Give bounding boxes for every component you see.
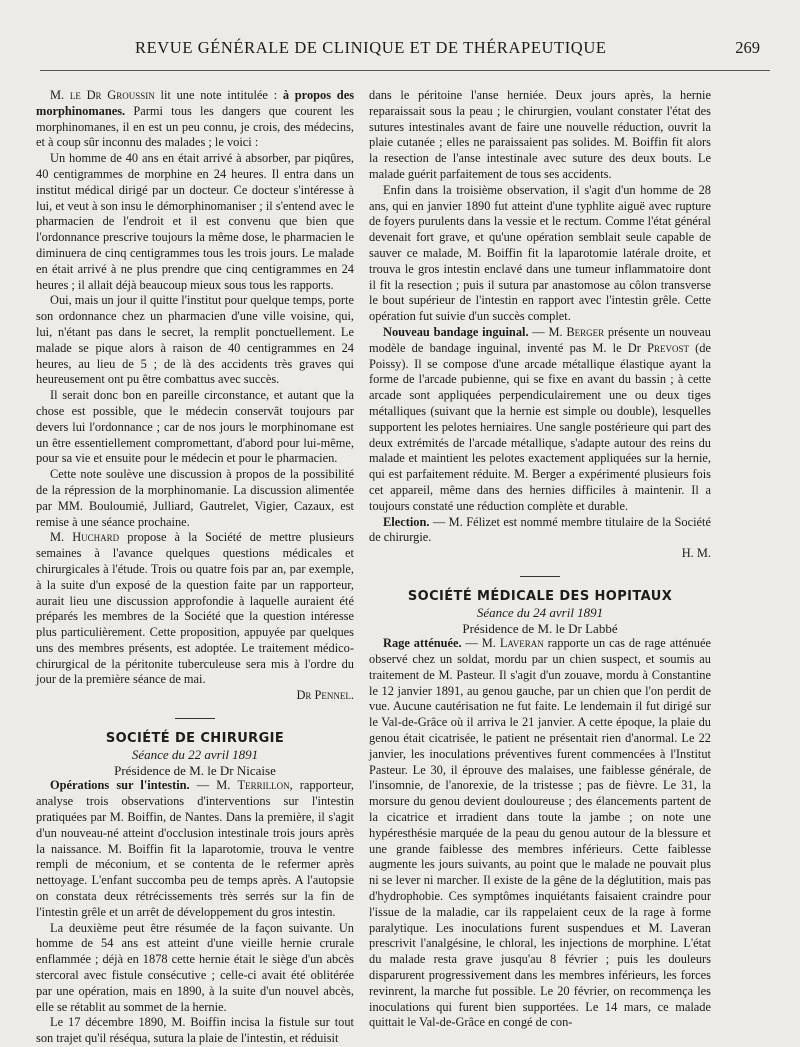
- election-paragraph: [369, 515, 711, 547]
- running-title: REVUE GÉNÉRALE DE CLINIQUE ET DE THÉRAPEUTIQUE: [135, 38, 607, 57]
- groussin-text: Parmi tous les dangers que courent les morphinomanes, il en est un peu connu, je crois, des médecins, et à coup sûr inconnu des malades ; le voici :: [36, 103, 354, 150]
- bandage-inventor: Prevost: [647, 340, 689, 355]
- page-number: 269: [735, 38, 760, 57]
- right-column: [369, 88, 711, 1030]
- right-paragraph-1: dans le péritoine l'anse herniée. Deux jours après, la hernie reparaissait sous la peau ; le chirurgien, voulant constater l'état des sutures intestinales avant de faire une nouvelle réduction, ouvrit la plaie cutanée ; elles ne paraissaient pas solides. M. Boiffin fit alors la resection de l'anse intestinale avec suture des deux bouts. Le malade guérit parfaitement de tous ses accidents.: [369, 88, 711, 181]
- bandage-dash: — M.: [528, 324, 567, 339]
- huchard-paragraph: [36, 530, 354, 688]
- left-paragraph-3: Oui, mais un jour il quitte l'institut pour quelque temps, porte son ordonnance chez un pharmacien d'une ville voisine, qui, lui, n'étant pas dans le secret, la remplit ponctuellement. Le malade se pique alors à raison de 40 centigrammes en 24 heures, au lieu de 5 ; de là des accidents très graves qui heureusement ont pu être combattus avec succès.: [36, 293, 354, 387]
- section-divider: [175, 718, 215, 719]
- left-paragraph-4: Il serait donc bon en pareille circonstance, et autant que la chose est possible, que le médecin conservât toujours par devers lui l'ordonnance ; car de nos jours le morphinomane est un être essentiellement compromettant, d'abord pour lui-même, pour sa vie et ensuite pour le médecin et pour le pharmacien.: [36, 388, 354, 466]
- operations-heading: Opérations sur l'intestin.: [50, 778, 190, 793]
- running-head: [40, 30, 770, 71]
- operations-dash: — M.: [189, 778, 238, 793]
- presidence-hopitaux: Présidence de M. le Dr Labbé: [462, 620, 618, 636]
- groussin-topic: à propos des morphinomanes.: [36, 88, 355, 118]
- election-text: — M. Félizet est nommé membre titulaire de la Société de chirurgie.: [369, 514, 711, 545]
- signature-hm: H. M.: [681, 546, 711, 561]
- operations-paragraph: [36, 778, 354, 920]
- bandage-speaker: Berger: [566, 324, 605, 339]
- election-heading: Election.: [383, 514, 430, 529]
- section-title-hopitaux: SOCIÉTÉ MÉDICALE DES HOPITAUX: [407, 588, 673, 604]
- rage-heading: Rage atténuée.: [383, 636, 462, 651]
- signature-pennel: Dr Pennel.: [296, 688, 354, 703]
- bandage-heading: Nouveau bandage inguinal.: [383, 324, 529, 339]
- seance-hopitaux: Séance du 24 avril 1891: [476, 604, 604, 620]
- rage-text: rapporte un cas de rage atténuée observé chez un soldat, mordu par un chien suspect, et soumis au traitement de M. Pasteur. Il s'agit d'un zouave, mordu à Constantine le 12 janvier 1891, au genou gauche, par un chien que l'on perdit de vue. Aucune cautérisation ne fut faite. Le lendemain il fut dirigé sur le Val-de-Grâce où il arriva le 21 janvier. A cette époque, la plaie du genou était cicatrisée, le patient ne présentait rien d'anormal. Le 22 janvier, les inoculations préventives furent commencées à l'Institut Pasteur. Le 30, il éprouve des malaises, une faiblesse générale, de l'insomnie, de l'anorexie, de la tristesse ; pas de fièvre. Le 31, la morsure du genou devient douloureuse ; des élancements partent de la cicatrice et irradient dans toute la jambe ; on note une hypéresthésie marquée de la peau du genou autour de la blessure et une grande faiblesse des membres inférieurs. Cette faiblesse augmente les jours suivants, au point que le malade ne pouvait plus ni se lever ni marcher. Il existe de la gêne de la déglutition, mais pas d'hydrophobie. Ces symptômes inquiétants faisaient craindre pour l'issue de la maladie, car ils rappelaient ceux de la rage à forme paralytique. Les inoculations furent suspendues et M. Laveran prescrivit l'analgésine, le chloral, les injections de morphine. L'état du malade resta grave jusqu'au 8 février ; puis les douleurs disparurent progressivement dans les membres inférieurs, les forces revinrent, la marche fut possible. Le 20 février, on recommença les inoculations qui furent bien supportées. Le 14 mars, ce malade quittait le Val-de-Grâce en congé de con-: [369, 636, 711, 1030]
- operations-paragraph-3: Le 17 décembre 1890, M. Boiffin incisa la fistule sur tout son trajet qu'il réséqua, sutura la plaie de l'intestin, et réduisit: [36, 1015, 354, 1046]
- section-title-chirurgie: SOCIÉTÉ DE CHIRURGIE: [105, 731, 285, 747]
- section-divider-right: [520, 576, 560, 577]
- operations-paragraph-2: La deuxième peut être résumée de la façon suivante. Un homme de 54 ans est atteint d'une vieille hernie crurale enflammée ; déjà en 1878 cette hernie était le siège d'un abcès stercoral avec fistule consécutive ; celle-ci avait été oblitérée par une opération, mais en 1890, à la suite d'un nouvel abcès, elle se rétablit au sommet de la hernie.: [36, 920, 354, 1014]
- operations-speaker: Terrillon: [237, 778, 290, 793]
- left-paragraph-2: Un homme de 40 ans en était arrivé à absorber, par piqûres, 40 centigrammes de morphine en 24 heures. Il entra dans un institut médical dirigé par un docteur. Ce docteur s'intéresse à lui, et veut à son insu le démorphinomaniser ; il s'entend avec le pharmacien de l'endroit et il est convenu que bien que l'ordonnance prescrive toujours la même dose, le pharmacien le diminuera de cinq centigrammes tous les trois jours. Le malade en était arrivé à ne plus prendre que cinq centigrammes en 24 heures ; il allait déjà beaucoup mieux sous tous les rapports.: [36, 151, 354, 292]
- huchard-name: M. Huchard: [50, 530, 120, 545]
- left-paragraph-5: Cette note soulève une discussion à propos de la possibilité de la répression de la morphinomanie. La discussion alimentée par MM. Bouloumié, Julliard, Gautrelet, Vigier, Cazaux, est remise à une séance prochaine.: [36, 467, 354, 529]
- rage-speaker: Laveran: [499, 636, 544, 651]
- seance-chirurgie: Séance du 22 avril 1891: [131, 746, 259, 762]
- left-column: [36, 88, 355, 1046]
- presidence-chirurgie: Présidence de M. le Dr Nicaise: [114, 762, 276, 778]
- bandage-text-b: (de Poissy). Il se compose d'une arcade métallique élastique ayant la forme de l'arcade pubienne, qui se fixe en avant du bassin ; à cette arcade sont appliquées perpendiculairement une ou deux tiges métalliques (suivant que la hernie est simple ou double), lesquelles supportent les pelotes herniaires. Une sangle postérieure qui part des deux extrémités de l'arcade métallique, s'adapte autour des reins du malade et maintient les pelotes exactement appliquées sur la hernie, qui est parfaitement réduite. M. Berger a expérimenté plusieurs fois cet appareil, même dans des hernies difficiles à maintenir. Il a toujours constaté une réduction complète et durable.: [369, 340, 711, 513]
- huchard-text: propose à la Société de mettre plusieurs semaines à l'avance quelques questions médicales et chirurgicales à l'étude. Trois ou quatre fois par an, par exemple, à la suite d'un exposé de la question faite par un rapporteur, aurait lieu une discussion approfondie à laquelle auraient été préparés les membres de la Société que la question intéresse plus particulièrement. Cette proposition, appuyée par quelques uns des membres présents, est adoptée. Le traitement médico-chirurgical de la péritonite tuberculeuse sera mis à l'ordre du jour de la première séance de mai.: [36, 530, 354, 687]
- groussin-paragraph: [36, 88, 354, 151]
- rage-paragraph: [369, 636, 711, 1031]
- right-paragraph-2: Enfin dans la troisième observation, il s'agit d'un homme de 28 ans, qui en janvier 1890 fut atteint d'une typhlite aiguë avec rupture de foyers purulents dans la vessie et le rectum. Comme l'état général devenait fort grave, et qu'une opération semblait seule capable de sauver ce malade, M. Boiffin fit la laparotomie latérale droite, et trouva le gros intestin enclavé dans une tumeur inflammatoire dont il fit la resection ; puis il sutura par anastomose au côlon transverse le bout supérieur de l'intestin en rapport avec l'intestin grêle. Cette opération fut suivie d'un succès complet.: [369, 182, 711, 324]
- bandage-text-a: présente un nouveau modèle de bandage inguinal, inventé pas M. le Dr: [369, 324, 711, 355]
- groussin-intro: lit une note intitulée :: [160, 88, 283, 102]
- bandage-paragraph: [369, 325, 711, 515]
- rage-dash: — M.: [461, 636, 500, 651]
- groussin-speaker: M. le Dr Groussin: [50, 88, 155, 102]
- operations-text: , rapporteur, analyse trois observations d'interventions sur l'intestin pratiquées par M. Boiffin, de Nantes. Dans la première, il s'agit d'un nouveau-né atteint d'occlusion intestinale trois jours après la naissance. M. Boiffin fit la laparotomie, trouva le ventre rempli de méconium, et se contenta de le refermer après nettoyage. L'enfant succomba peu de temps après. A l'autopsie on constata deux rétrécissements très serrés sur la fin de l'intestin grêle et un arrêt de développement du gros intestin.: [36, 778, 354, 919]
